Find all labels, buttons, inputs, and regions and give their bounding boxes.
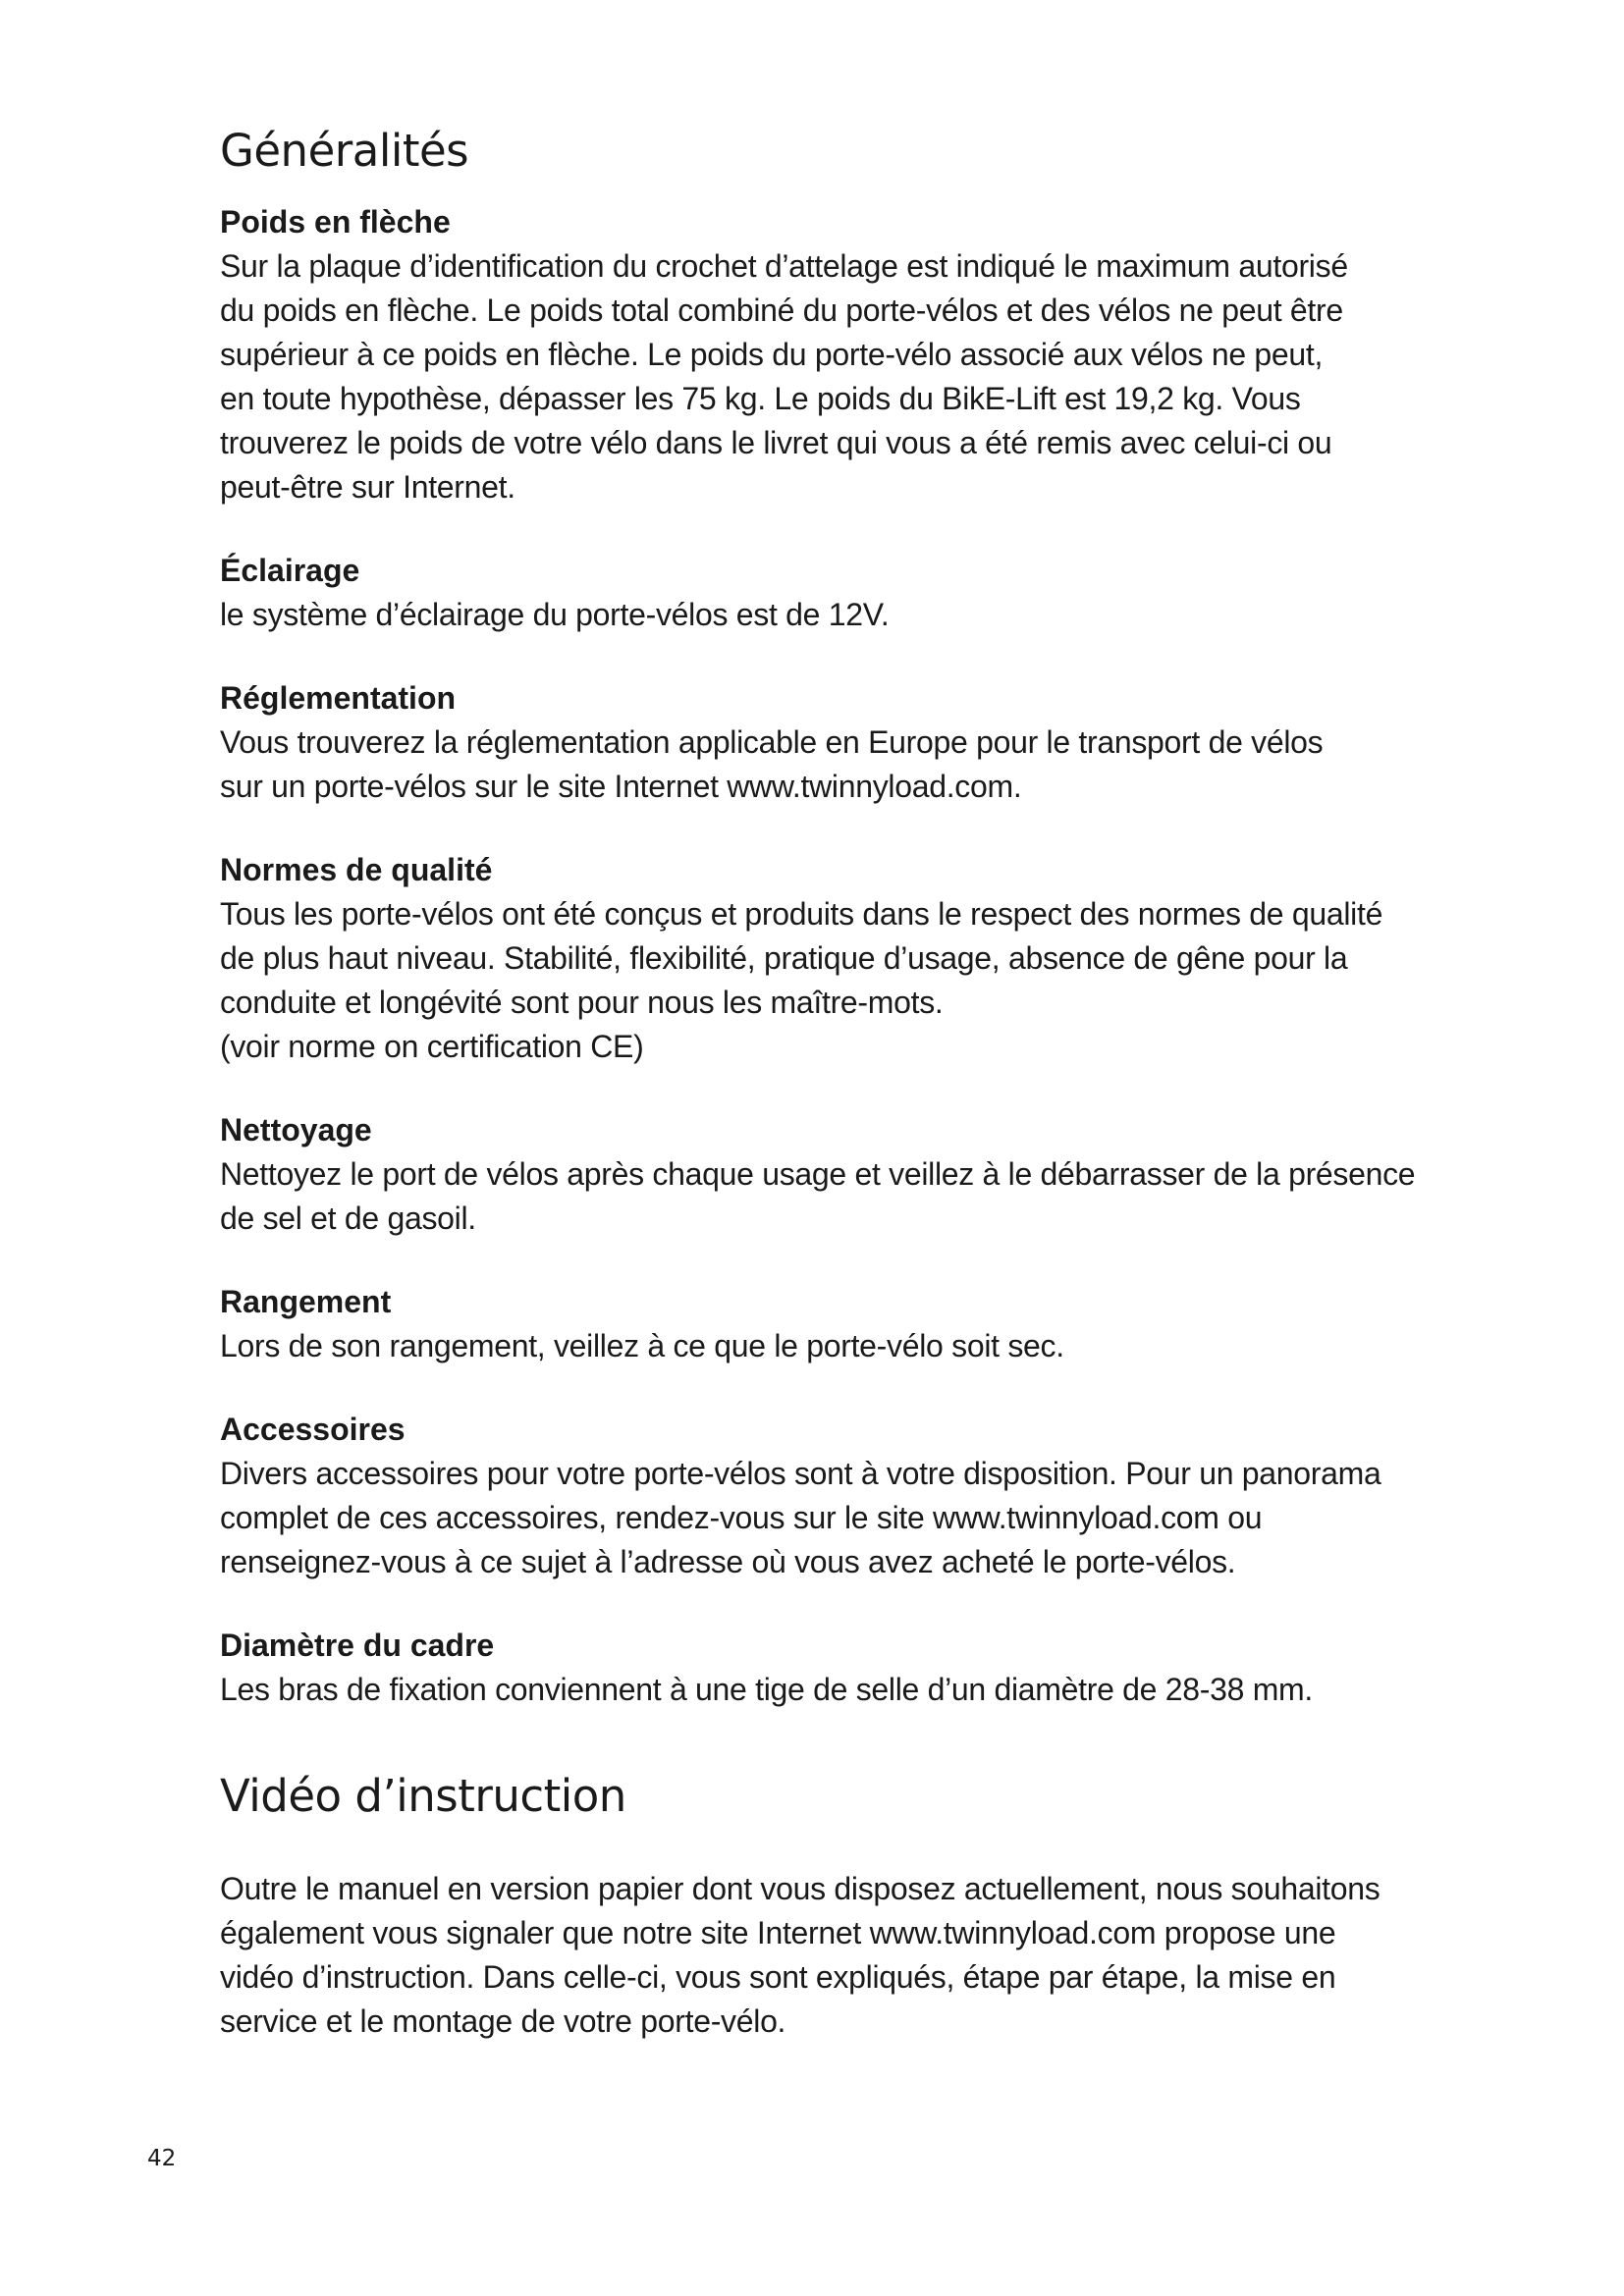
section-title: Poids en flèche [220,204,451,240]
section-body [220,1452,1428,1584]
section-title: Normes de qualité [220,852,493,887]
text-line: du poids en flèche. Le poids total combiné du porte-vélos et des vélos ne peut être [220,293,1343,328]
section-nettoyage [220,1108,1428,1241]
section-body [220,1668,1428,1712]
section-eclairage [220,549,1428,637]
text-line: Nettoyez le port de vélos après chaque usage et veillez à le débarrasser de la présence [220,1156,1416,1192]
section-title: Éclairage [220,553,360,588]
text-line: Outre le manuel en version papier dont vous disposez actuellement, nous souhaitons [220,1871,1380,1906]
heading-video-instruction: Vidéo d’instruction [220,1770,626,1822]
text-line: Les bras de fixation conviennent à une tige de selle d’un diamètre de 28-38 mm. [220,1672,1314,1707]
text-line: trouverez le poids de votre vélo dans le livret qui vous a été remis avec celui-ci ou [220,425,1332,460]
text-line: Divers accessoires pour votre porte-vélos sont à votre disposition. Pour un panorama [220,1456,1381,1491]
text-line: également vous signaler que notre site Internet www.twinnyload.com propose une [220,1915,1336,1950]
text-line: complet de ces accessoires, rendez-vous sur le site www.twinnyload.com ou [220,1500,1263,1535]
section-accessoires [220,1408,1428,1584]
section-title: Rangement [220,1284,392,1319]
section-rangement [220,1280,1428,1368]
text-line: sur un porte-vélos sur le site Internet www.twinnyload.com. [220,769,1022,804]
section-title: Diamètre du cadre [220,1628,495,1663]
section-poids-en-fleche [220,200,1428,509]
text-line: (voir norme on certification CE) [220,1029,644,1064]
text-line: Sur la plaque d’identification du crochet d’attelage est indiqué le maximum autorisé [220,248,1348,284]
text-line: conduite et longévité sont pour nous les maître-mots. [220,985,944,1020]
text-line: Tous les porte-vélos ont été conçus et produits dans le respect des normes de qualité [220,896,1383,932]
text-line: renseignez-vous à ce sujet à l’adresse où vous avez acheté le porte-vélos. [220,1544,1236,1579]
section-title: Accessoires [220,1412,406,1447]
section-title: Réglementation [220,680,457,716]
section-diametre-du-cadre [220,1624,1428,1712]
section-body [220,593,1428,637]
section-body [220,721,1428,809]
document-page [220,124,1428,2044]
text-line: en toute hypothèse, dépasser les 75 kg. Le poids du BikE-Lift est 19,2 kg. Vous [220,381,1301,416]
text-line: Vous trouverez la réglementation applicable en Europe pour le transport de vélos [220,724,1324,760]
text-line: Lors de son rangement, veillez à ce que le porte-vélo soit sec. [220,1328,1064,1363]
text-line: de sel et de gasoil. [220,1201,476,1236]
text-line: peut-être sur Internet. [220,469,515,505]
section-normes-de-qualite [220,848,1428,1069]
text-line: de plus haut niveau. Stabilité, flexibilité, pratique d’usage, absence de gêne pour la [220,940,1348,976]
text-line: service et le montage de votre porte-vélo. [220,2003,786,2039]
section-title: Nettoyage [220,1112,372,1148]
page-number: 42 [147,2146,177,2171]
text-line: vidéo d’instruction. Dans celle-ci, vous sont expliqués, étape par étape, la mise en [220,1959,1336,1995]
text-line: le système d’éclairage du porte-vélos est de 12V. [220,597,890,632]
section-body [220,1324,1428,1368]
section-reglementation [220,676,1428,809]
section-body [220,892,1428,1069]
video-body [220,1867,1428,2044]
section-body [220,244,1428,509]
section-body [220,1152,1428,1241]
text-line: supérieur à ce poids en flèche. Le poids du porte-vélo associé aux vélos ne peut, [220,337,1324,372]
heading-generalites: Généralités [220,125,469,177]
